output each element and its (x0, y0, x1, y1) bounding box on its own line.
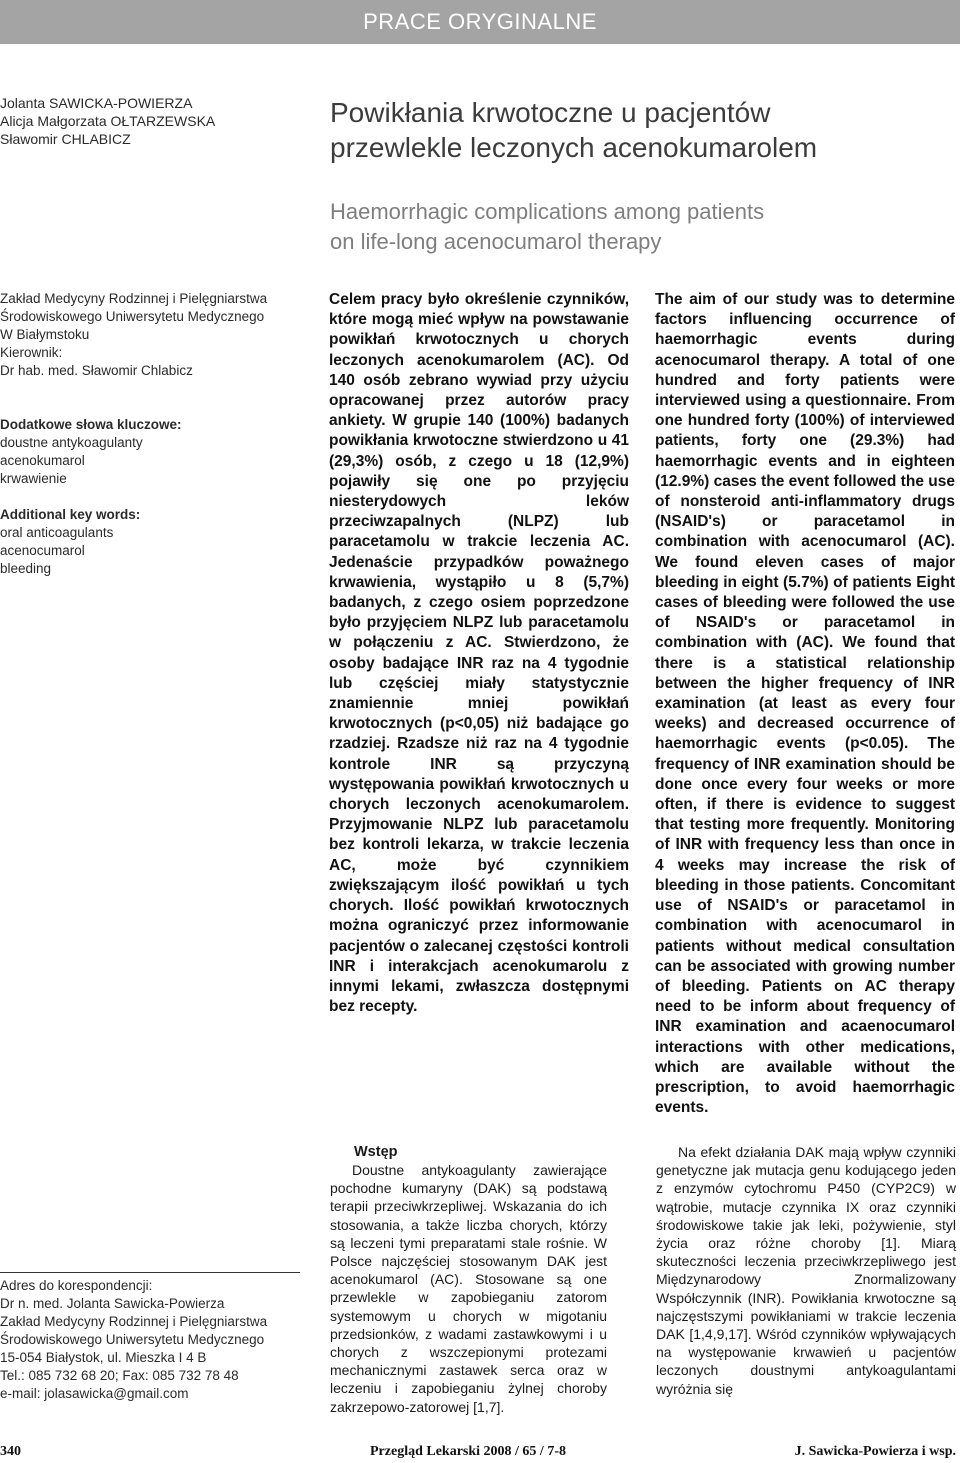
keywords-heading: Additional key words: (0, 507, 141, 522)
correspondence-line: Tel.: 085 732 68 20; Fax: 085 732 78 48 (0, 1368, 239, 1383)
affiliation-line: W Białymstoku (0, 327, 90, 342)
intro-paragraph: Doustne antykoagulanty zawierające pochodne kumaryny (DAK) są podstawą terapii przeciwkrzepliwej. Wskazania do ich stosowania, a także liczba chorych, którzy są leczeni tymi preparatami stale rośnie. W Polsce najczęściej stosowanym DAK jest acenokumarol (AC). Stosowane są one przewlekle w zapobieganiu zatorom systemowym u chorych w migotaniu przedsionków, z wadami zastawkowymi i u chorych z wszczepionymi protezami mechanicznymi zastawek serca oraz w leczeniu i zapobieganiu żylnej choroby zakrzepowo-zatorowej [1,7]. (330, 1162, 607, 1415)
section-banner (0, 0, 960, 44)
title-line: Powikłania krwotoczne u pacjentów (330, 97, 771, 128)
title-line: on life-long acenocumarol therapy (330, 229, 662, 254)
keywords-polish (0, 416, 300, 488)
running-author: J. Sawicka-Powierza i wsp. (794, 1444, 956, 1459)
keyword: bleeding (0, 561, 52, 576)
correspondence-line: Środowiskowego Uniwersytetu Medycznego (0, 1332, 265, 1347)
abstract-polish: Celem pracy było określenie czynników, które mogą mieć wpływ na powstawanie powikłań krwotocznych u chorych leczonych acenokumarolem (AC). Od 140 osób zebrano wywiad przy użyciu opracowanej przez autorów pracy ankiety. W grupie 140 (100%) badanych powikłania krwotoczne stwierdzono u 41 (29,3%) osób, z czego u 18 (12,9%) pojawiły się one po przyjęciu niesterydowych leków przeciwzapalnych (NLPZ) lub paracetamolu w trakcie leczenia AC. Jedenaście przypadków poważnego krwawienia, wystąpiło u 8 (5,7%) badanych, z czego osiem poprzedzone było przyjęciem NLPZ lub paracetamolu w połączeniu z AC. Stwierdzono, że osoby badające INR raz na 4 tygodnie lub częściej miały statystycznie znamiennie mniej powikłań krwotocznych (p<0,05) niż badające go rzadziej. Rzadsze niż raz na 4 tygodnie kontrole INR są przyczyną występowania powikłań krwotocznych u chorych leczonych acenokumarolem. Przyjmowanie NLPZ lub paracetamolu bez kontroli lekarza, w trakcie leczenia AC, może być czynnikiem zwiększającym ilość powikłań u tych chorych. Ilość powikłań krwotocznych można ograniczyć przez informowanie pacjentów o zalecanej częstości kontroli INR i interakcjach acenokumarolu z innymi lekami, zwłaszcza dostępnymi bez recepty. (329, 291, 629, 1016)
correspondence-line: e-mail: jolasawicka@gmail.com (0, 1386, 189, 1401)
section-heading-intro: Wstęp (354, 1144, 398, 1160)
journal-citation: Przegląd Lekarski 2008 / 65 / 7-8 (370, 1444, 566, 1459)
intro-paragraph: Na efekt działania DAK mają wpływ czynniki genetyczne jak mutacja genu kodującego jeden z enzymów cytochromu P450 (CYP2C9) w wątrobie, mutacje czynnika IX oraz czynniki środowiskowe takie jak leki, pożywienie, styl życia oraz różne choroby [1]. Miarą skuteczności leczenia przeciwkrzepliwego jest Międzynarodowy Znormalizowany Współczynnik (INR). Powikłania krwotoczne są najczęstszymi powikłaniami w trakcie leczenia DAK [1,4,9,17]. Wśród czynników wpływających na występowanie krwawień u pacjentów leczonych doustnymi antykoagulantami wyróżnia się (656, 1144, 956, 1397)
correspondence-address (0, 1272, 300, 1403)
correspondence-line: Dr n. med. Jolanta Sawicka-Powierza (0, 1296, 225, 1311)
page-footer (0, 1444, 960, 1463)
affiliation (0, 290, 300, 380)
correspondence-line: 15-054 Białystok, ul. Mieszka I 4 B (0, 1350, 207, 1365)
title-line: przewlekle leczonych acenokumarolem (330, 132, 818, 163)
title-line: Haemorrhagic complications among patients (330, 199, 765, 224)
author-name: Alicja Małgorzata OŁTARZEWSKA (0, 113, 216, 129)
affiliation-line: Środowiskowego Uniwersytetu Medycznego (0, 309, 265, 324)
affiliation-line: Kierownik: (0, 345, 63, 360)
article-title-polish (330, 95, 950, 165)
correspondence-line: Zakład Medycyny Rodzinnej i Pielęgniarstwa (0, 1314, 268, 1329)
author-name: Sławomir CHLABICZ (0, 131, 131, 147)
keyword: doustne antykoagulanty (0, 435, 143, 450)
keyword: acenocumarol (0, 543, 85, 558)
article-title-english (330, 197, 950, 257)
keyword: krwawienie (0, 471, 67, 486)
keywords-english (0, 506, 300, 578)
author-list (0, 94, 300, 148)
section-label: PRACE ORYGINALNE (363, 9, 597, 34)
author-name: Jolanta SAWICKA-POWIERZA (0, 95, 193, 111)
abstract-english: The aim of our study was to determine factors influencing occurrence of haemorrhagic events during acenocumarol therapy. A total of one hundred and forty patients were interviewed using a questionnaire. From one hundred forty (100%) of interviewed patients, forty one (29.3%) had haemorrhagic events and in eighteen (12.9%) cases the event followed the use of nonsteroid anti-inflammatory drugs (NSAID's) or paracetamol in combination with acenocumarol (AC). We found eleven cases of major bleeding in eight (5.7%) of patients Eight cases of bleeding were followed the use of NSAID's or paracetamol in combination with (AC). We found that there is a statistical relationship between the higher frequency of INR examination (at least as every four weeks) and decreased occurrence of haemorrhagic events (p<0.05). The frequency of INR examination should be done once every four weeks or more often, if there is evidence to suggest that testing more frequently. Monitoring of INR with frequency less than once in 4 weeks may increase the risk of bleeding in those patients. Concomitant use of NSAID's or paracetamol in combination with acenocumarol in patients without medical consultation can be associated with growing number of bleeding. Patients on AC therapy need to be inform about frequency of INR examination and acaenocumarol interactions with other medications, which are available without the prescription, to avoid haemorrhagic events. (655, 291, 955, 1117)
page-number: 340 (0, 1444, 21, 1459)
affiliation-line: Dr hab. med. Sławomir Chlabicz (0, 363, 193, 378)
correspondence-line: Adres do korespondencji: (0, 1278, 153, 1293)
keywords-heading: Dodatkowe słowa kluczowe: (0, 417, 182, 432)
keyword: oral anticoagulants (0, 525, 114, 540)
keyword: acenokumarol (0, 453, 85, 468)
affiliation-line: Zakład Medycyny Rodzinnej i Pielęgniarstwa (0, 291, 268, 306)
